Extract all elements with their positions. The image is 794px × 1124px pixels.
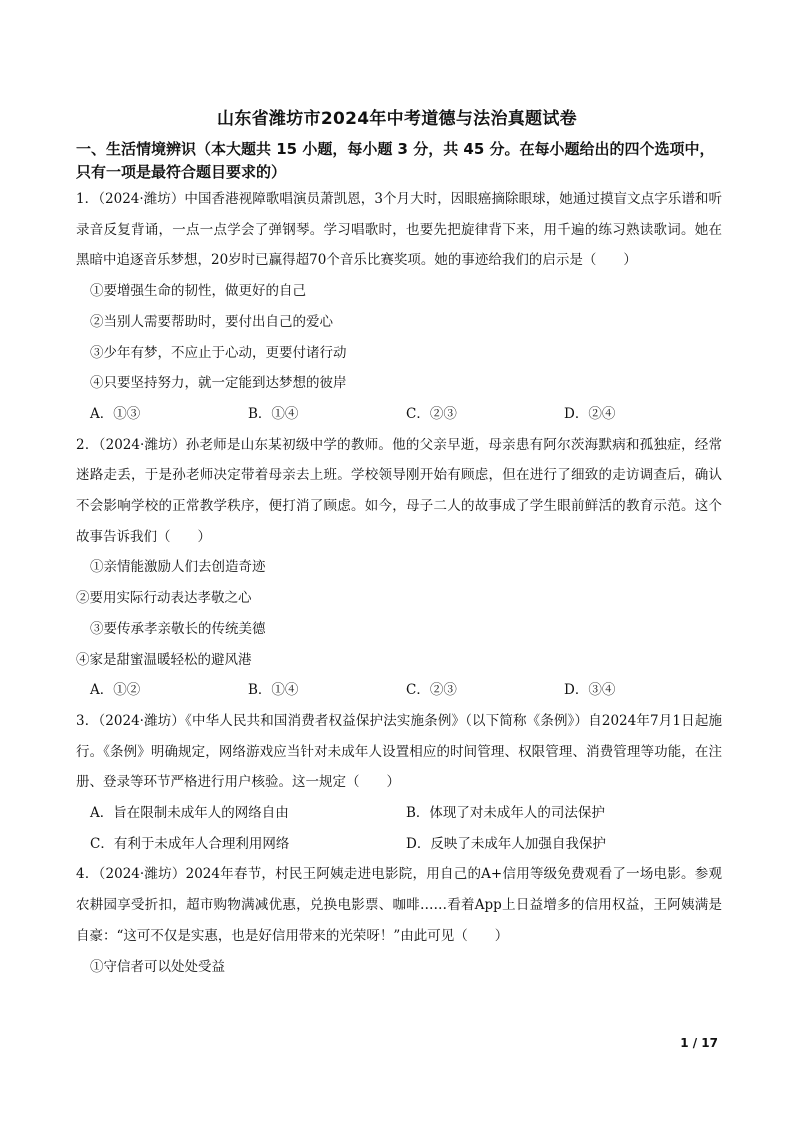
question-4-stem: 4．（2024·潍坊）2024年春节，村民王阿姨走进电影院，用自己的A+信用等级免费观看了一场电影。参观农耕园享受折扣，超市购物满减优惠，兑换电影票、咖啡……看着App上日益增多的信用权益，王阿姨满是自豪：“这可不仅是实惠，也是好信用带来的光荣呀！”由此可见（ ） [76, 866, 722, 944]
choice-a: A．旨在限制未成年人的网络自由 [90, 805, 289, 822]
question-1-item-1: ①要增强生命的韧性，做更好的自己 [90, 283, 306, 300]
question-1-item-3: ③少年有梦，不应止于心动，更要付诸行动 [90, 344, 347, 361]
question-2-stem: 2．（2024·潍坊）孙老师是山东某初级中学的教师。他的父亲早逝，母亲患有阿尔茨海默病和孤独症，经常迷路走丢，于是孙老师决定带着母亲去上班。学校领导刚开始有顾虑，但在进行了细致的走访调查后，确认不会影响学校的正常教学秩序，便打消了顾虑。如今，母子二人的故事成了学生眼前鲜活的教育示范。这个故事告诉我们（ ） [76, 436, 722, 545]
choice-a: A．①② [90, 682, 141, 699]
choice-d: D．③④ [564, 682, 616, 699]
question-1-item-2: ②当别人需要帮助时，要付出自己的爱心 [90, 313, 333, 330]
question-4-item-1: ①守信者可以处处受益 [90, 958, 225, 975]
question-2-item-4: ④家是甜蜜温暖轻松的避风港 [76, 651, 252, 668]
section-heading: 一、生活情境辨识（本大题共 15 小题，每小题 3 分，共 45 分。在每小题给出的四个选项中，只有一项是最符合题目要求的） [76, 140, 715, 181]
choice-d: D．反映了未成年人加强自我保护 [406, 835, 606, 852]
question-3-choices-row-2 [76, 829, 722, 860]
choice-b: B．①④ [248, 682, 299, 699]
choice-a: A．①③ [90, 405, 141, 422]
questions-body [76, 184, 722, 982]
question-1-item-4: ④只要坚持努力，就一定能到达梦想的彼岸 [90, 375, 347, 392]
question-1-stem: 1．（2024·潍坊）中国香港视障歌唱演员萧凯恩，3个月大时，因眼癌摘除眼球，她通过摸盲文点字乐谱和听录音反复背诵，一点一点学会了弹钢琴。学习唱歌时，也要先把旋律背下来，用千遍的练习熟读歌词。她在黑暗中追逐音乐梦想，20岁时已赢得超70个音乐比赛奖项。她的事迹给我们的启示是（ ） [76, 191, 722, 269]
question-3-choices-row-1 [76, 798, 722, 829]
question-2-item-2: ②要用实际行动表达孝敬之心 [76, 590, 252, 607]
choice-d: D．②④ [564, 405, 616, 422]
question-1-choices [76, 399, 722, 430]
choice-c: C．有利于未成年人合理利用网络 [90, 835, 290, 852]
choice-b: B．①④ [248, 405, 299, 422]
choice-b: B．体现了对未成年人的司法保护 [406, 805, 605, 822]
question-2-item-1: ①亲情能激励人们去创造奇迹 [90, 559, 266, 576]
page-number: 1 / 17 [680, 1036, 718, 1050]
choice-c: C．②③ [406, 405, 457, 422]
question-2-choices [76, 675, 722, 706]
page-title: 山东省潍坊市2024年中考道德与法治真题试卷 [217, 109, 577, 129]
question-2-item-3: ③要传承孝亲敬长的传统美德 [90, 620, 266, 637]
choice-c: C．②③ [406, 682, 457, 699]
question-3-stem: 3．（2024·潍坊）《中华人民共和国消费者权益保护法实施条例》（以下简称《条例》）自2024年7月1日起施行。《条例》明确规定，网络游戏应当针对未成年人设置相应的时间管理、权限管理、消费管理等功能，在注册、登录等环节严格进行用户核验。这一规定（ ） [76, 712, 722, 791]
